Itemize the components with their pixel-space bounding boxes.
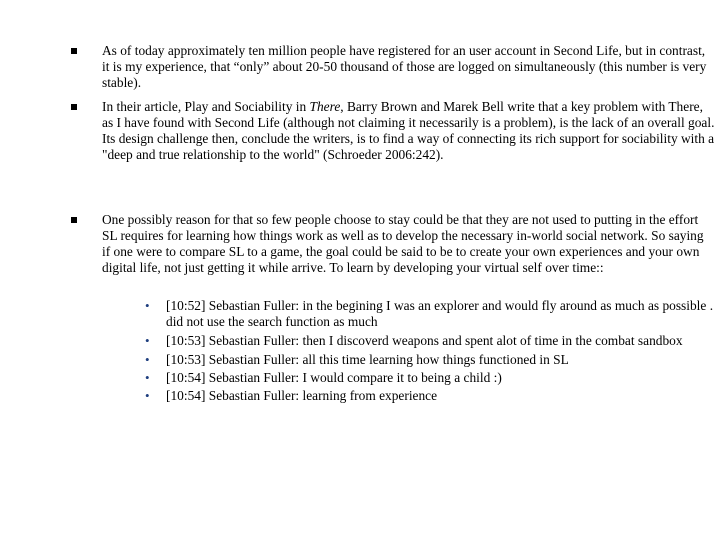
bullet-text [102, 99, 715, 163]
bullet-text-italic: There [309, 99, 341, 114]
chat-log-text: [10:52] Sebastian Fuller: in the begining I was an explorer and would fly around as much as possible . did not use the search function as much [166, 298, 714, 329]
bullet-text-end: , Barry Brown and Marek Bell write that a key problem with There, as I have found with Second Life (although not claiming it necessarily is a problem), is the lack of an overall goal. Its design challenge then, conclude the writers, is to find a way of connecting its rich support for sociability with a "deep and true relationship to the world" (Schroeder 2006:242). [102, 99, 715, 162]
round-bullet-icon: • [145, 388, 150, 403]
chat-log-text: [10:53] Sebastian Fuller: all this time learning how things functioned in SL [166, 352, 569, 367]
chat-log-text: [10:54] Sebastian Fuller: I would compare it to being a child :) [166, 370, 502, 385]
chat-log-text: [10:54] Sebastian Fuller: learning from experience [166, 388, 438, 403]
square-bullet-icon [71, 104, 77, 110]
chat-log-item [145, 370, 715, 386]
square-bullet-icon [71, 48, 77, 54]
bullet-text-start: In their article, Play and Sociability in [102, 99, 310, 114]
round-bullet-icon: • [145, 298, 150, 313]
chat-log-item [145, 388, 715, 404]
chat-log-text: [10:53] Sebastian Fuller: then I discoverd weapons and spent alot of time in the combat sandbox [166, 333, 683, 348]
chat-log-list [145, 298, 715, 407]
round-bullet-icon: • [145, 370, 150, 385]
bullet-item [75, 43, 715, 91]
chat-log-item [145, 333, 715, 349]
square-bullet-icon [71, 217, 77, 223]
round-bullet-icon: • [145, 352, 150, 367]
bullet-item [75, 99, 715, 163]
round-bullet-icon: • [145, 333, 150, 348]
bullet-text: As of today approximately ten million people have registered for an user account in Second Life, but in contrast, it is my experience, that “only” about 20-50 thousand of those are logged on simultaneously (this number is very stable). [102, 43, 707, 90]
chat-log-item [145, 298, 715, 330]
chat-log-item [145, 352, 715, 368]
bullet-text: One possibly reason for that so few people choose to stay could be that they are not used to putting in the effort SL requires for learning how things work as well as to develop the necessary in-world social network. So saying if one were to compare SL to a game, the goal could be said to be to create your own experiences and your own digital life, not just getting it while arrive. To learn by developing your virtual self over time:: [102, 212, 704, 275]
bullet-item [75, 212, 715, 276]
